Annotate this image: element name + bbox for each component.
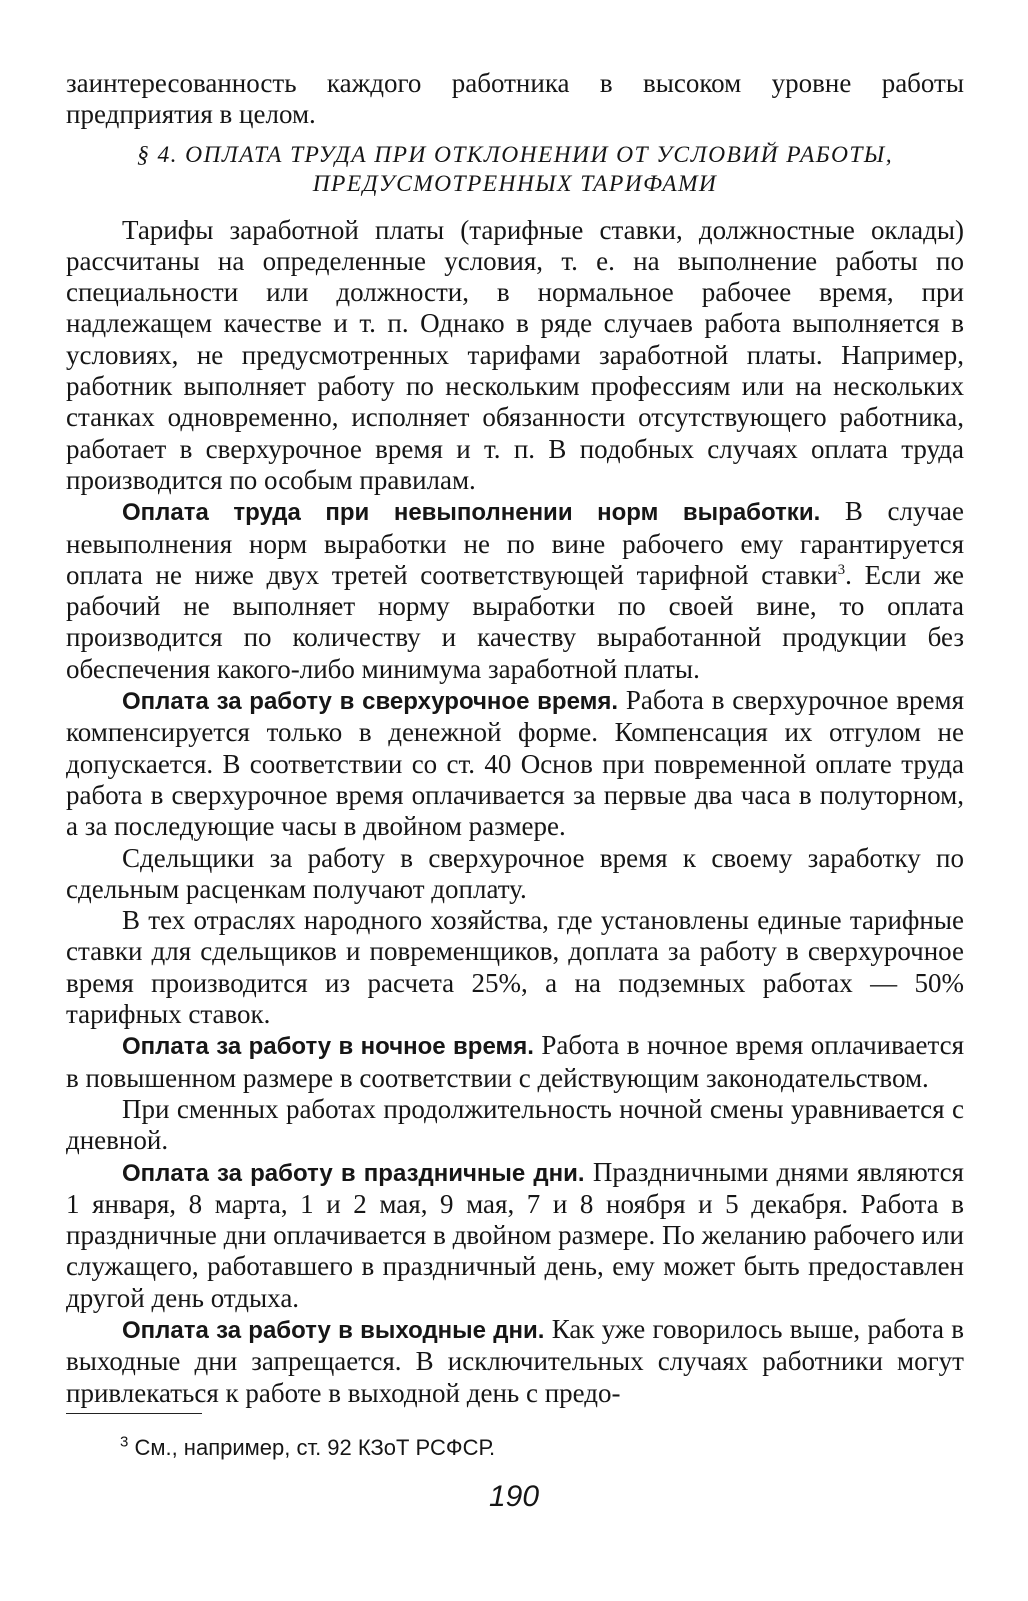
page-body [66, 68, 964, 1409]
paragraph-days-off [66, 1314, 964, 1409]
paragraph-night-work [66, 1030, 964, 1094]
text-days-off: Как уже говорилось выше, работа в выходные дни запрещается. В исключительных случаях работники могут привлекаться к работе в выходной день с предо- [66, 1313, 965, 1408]
rubric-night-work: Оплата за работу в ночное время. [122, 1033, 534, 1061]
text-night-work: Работа в ночное время оплачивается в повышенном размере в соответствии с действующим законодательством. [66, 1030, 964, 1093]
footnote-mark: 3 [120, 1433, 129, 1451]
paragraph-shift-work: При сменных работах продолжительность ночной смены уравнивается с дневной. [66, 1093, 964, 1156]
footnote-divider [66, 1413, 202, 1414]
rubric-overtime: Оплата за работу в сверхурочное время. [122, 688, 619, 716]
rubric-norm-nonfulfillment: Оплата труда при невыполнении норм выработки. [122, 499, 821, 527]
footnote [120, 1434, 495, 1462]
text-holidays: Праздничными днями являются 1 января, 8 марта, 1 и 2 мая, 9 мая, 7 и 8 ноября и 5 декабря. Работа в праздничные дни оплачивается в двойном размере. По желанию рабочего или служащего, работавшего в праздничный день, ему может быть предоставлен другой день отдыха. [66, 1156, 964, 1313]
intro-continuation: заинтересованность каждого работника в высоком уровне работы предприятия в целом. [66, 68, 964, 130]
section-heading-line-1: § 4. ОПЛАТА ТРУДА ПРИ ОТКЛОНЕНИИ ОТ УСЛОВИЙ РАБОТЫ, [137, 141, 893, 168]
section-heading [66, 141, 964, 199]
paragraph-tariffs: Тарифы заработной платы (тарифные ставки, должностные оклады) рассчитаны на определенные условия, т. е. на выполнение работы по специальности или должности, в нормальное рабочее время, при надлежащем качестве и т. п. Однако в ряде случаев работа выполняется в условиях, не предусмотренных тарифами заработной платы. Например, работник выполняет работу по нескольким профессиям или на нескольких станках одновременно, исполняет обязанности отсутствующего работника, работает в сверхурочное время и т. п. В подобных случаях оплата труда производится по особым правилам. [66, 214, 964, 495]
paragraph-overtime [66, 685, 964, 842]
paragraph-norm-nonfulfillment [66, 496, 964, 685]
text-norm-nonfulfillment-b: . Если же рабочий не выполняет норму выработки по своей вине, то оплата производится по количеству и качеству выработанной продукции без обеспечения какого-либо минимума заработной платы. [66, 559, 964, 684]
paragraph-industries: В тех отраслях народного хозяйства, где установлены единые тарифные ставки для сдельщиков и повременщиков, доплата за работу в сверхурочное время производится из расчета 25%, а на подземных работах — 50% тарифных ставок. [66, 905, 964, 1030]
section-heading-line-2: ПРЕДУСМОТРЕННЫХ ТАРИФАМИ [312, 170, 718, 197]
footnote-text: См., например, ст. 92 КЗоТ РСФСР. [128, 1435, 496, 1460]
text-overtime: Работа в сверхурочное время компенсируется только в денежной форме. Компенсация их отгулом не допускается. В соответствии со ст. 40 Основ при повременной оплате труда работа в сверхурочное время оплачивается за первые два часа в полуторном, а за последующие часы в двойном размере. [66, 685, 965, 842]
paragraph-piece-workers: Сдельщики за работу в сверхурочное время к своему заработку по сдельным расценкам получают доплату. [66, 842, 964, 904]
text-norm-nonfulfillment-a: В случае невыполнения норм выработки не по вине рабочего ему гарантируется оплата не ниже двух третей соответствующей тарифной ставки [66, 496, 965, 590]
rubric-holidays: Оплата за работу в праздничные дни. [122, 1159, 585, 1187]
paragraph-holidays [66, 1157, 964, 1314]
rubric-days-off: Оплата за работу в выходные дни. [122, 1316, 545, 1344]
footnote-reference-3: 3 [837, 561, 846, 578]
page-number: 190 [488, 1480, 540, 1513]
